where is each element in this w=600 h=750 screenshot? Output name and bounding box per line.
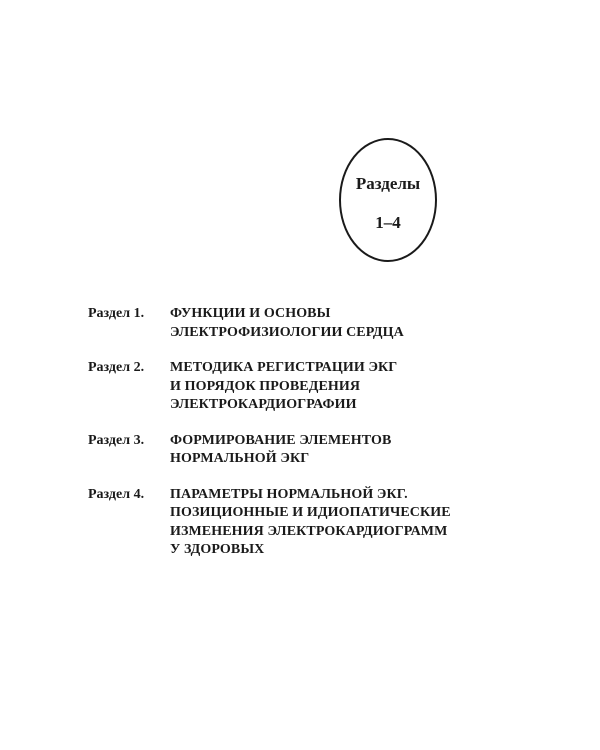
section-title-line: У ЗДОРОВЫХ: [170, 542, 265, 557]
section-number: Раздел 4.: [88, 486, 145, 502]
section-entry-1: [88, 305, 508, 342]
section-title-line: ФОРМИРОВАНИЕ ЭЛЕМЕНТОВ: [170, 432, 392, 448]
section-title-line: ПОЗИЦИОННЫЕ И ИДИОПАТИЧЕСКИЕ: [170, 505, 451, 520]
section-title: [170, 486, 508, 560]
section-title: [170, 305, 508, 342]
section-title-line: ФУНКЦИИ И ОСНОВЫ: [170, 306, 331, 321]
section-entry-2: [88, 359, 508, 415]
section-title-line: И ПОРЯДОК ПРОВЕДЕНИЯ: [170, 378, 361, 394]
section-title-line: ИЗМЕНЕНИЯ ЭЛЕКТРОКАРДИОГРАММ: [170, 523, 448, 539]
badge-range: 1–4: [375, 213, 401, 232]
section-title-line: ЭЛЕКТРОКАРДИОГРАФИИ: [170, 397, 357, 412]
section-title-line: ПАРАМЕТРЫ НОРМАЛЬНОЙ ЭКГ.: [170, 486, 408, 502]
section-number: Раздел 3.: [88, 432, 145, 448]
section-title-line: НОРМАЛЬНОЙ ЭКГ: [170, 451, 310, 466]
section-number: Раздел 1.: [88, 306, 145, 321]
badge-title: Разделы: [355, 174, 421, 193]
section-title: [170, 359, 508, 415]
sections-badge: [339, 138, 437, 262]
section-entry-4: [88, 486, 508, 560]
section-title-line: ЭЛЕКТРОФИЗИОЛОГИИ СЕРДЦА: [170, 324, 404, 340]
section-number: Раздел 2.: [88, 360, 145, 375]
sections-list: [88, 305, 508, 577]
section-title: [170, 432, 508, 469]
section-title-line: МЕТОДИКА РЕГИСТРАЦИИ ЭКГ: [170, 360, 398, 375]
section-entry-3: [88, 432, 508, 469]
